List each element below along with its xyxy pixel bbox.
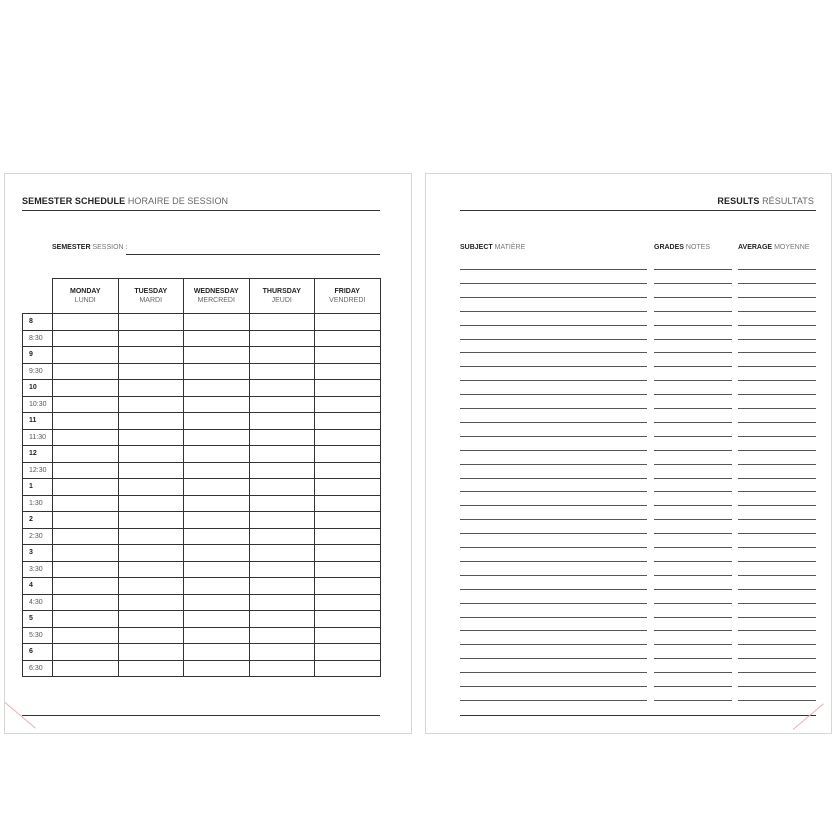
schedule-cell-wednesday[interactable] — [184, 578, 250, 595]
average-line[interactable] — [738, 464, 816, 465]
average-line[interactable] — [738, 505, 816, 506]
schedule-cell-monday[interactable] — [53, 660, 119, 677]
schedule-cell-friday[interactable] — [315, 413, 381, 430]
results-title — [717, 196, 814, 206]
grade-line[interactable] — [654, 408, 732, 409]
subject-line[interactable] — [460, 464, 647, 465]
schedule-page — [4, 173, 412, 734]
average-line[interactable] — [738, 630, 816, 631]
average-line[interactable] — [738, 478, 816, 479]
schedule-cell-monday[interactable] — [53, 594, 119, 611]
col-subject-en: SUBJECT — [460, 244, 493, 251]
average-line[interactable] — [738, 603, 816, 604]
schedule-cell-wednesday[interactable] — [184, 347, 250, 364]
time-label: 4:30 — [23, 594, 53, 611]
average-line[interactable] — [738, 366, 816, 367]
time-label: 2:30 — [23, 528, 53, 545]
col-grades-fr: NOTES — [685, 244, 711, 251]
schedule-cell-tuesday[interactable] — [118, 446, 184, 463]
average-line[interactable] — [738, 311, 816, 312]
schedule-cell-wednesday[interactable] — [184, 545, 250, 562]
average-line[interactable] — [738, 700, 816, 701]
time-row — [23, 512, 381, 529]
subject-line[interactable] — [460, 297, 647, 298]
schedule-cell-tuesday[interactable] — [118, 545, 184, 562]
subject-line[interactable] — [460, 644, 647, 645]
schedule-cell-tuesday[interactable] — [118, 627, 184, 644]
day-name-fr: LUNDI — [74, 297, 96, 304]
schedule-cell-tuesday[interactable] — [118, 594, 184, 611]
schedule-cell-tuesday[interactable] — [118, 330, 184, 347]
schedule-cell-friday[interactable] — [315, 611, 381, 628]
schedule-cell-wednesday[interactable] — [184, 462, 250, 479]
schedule-cell-thursday[interactable] — [249, 314, 315, 331]
time-row — [23, 611, 381, 628]
session-label-en: SEMESTER — [52, 244, 91, 251]
average-line[interactable] — [738, 644, 816, 645]
grade-line[interactable] — [654, 269, 732, 270]
schedule-cell-thursday[interactable] — [249, 413, 315, 430]
grade-line[interactable] — [654, 352, 732, 353]
schedule-cell-thursday[interactable] — [249, 611, 315, 628]
schedule-cell-monday[interactable] — [53, 347, 119, 364]
col-label-subject — [460, 244, 525, 251]
schedule-cell-wednesday[interactable] — [184, 528, 250, 545]
schedule-cell-tuesday[interactable] — [118, 314, 184, 331]
schedule-cell-thursday[interactable] — [249, 429, 315, 446]
schedule-cell-friday[interactable] — [315, 561, 381, 578]
time-row — [23, 479, 381, 496]
subject-line[interactable] — [460, 325, 647, 326]
grade-line[interactable] — [654, 617, 732, 618]
session-label-fr: SESSION : — [92, 244, 128, 251]
schedule-cell-friday[interactable] — [315, 446, 381, 463]
average-line[interactable] — [738, 519, 816, 520]
col-subject-fr: MATIÈRE — [494, 244, 526, 251]
subject-line[interactable] — [460, 519, 647, 520]
schedule-cell-friday[interactable] — [315, 545, 381, 562]
time-label: 3 — [23, 545, 53, 562]
schedule-cell-monday[interactable] — [53, 413, 119, 430]
grade-line[interactable] — [654, 547, 732, 548]
grade-line[interactable] — [654, 339, 732, 340]
grade-line[interactable] — [654, 478, 732, 479]
schedule-cell-friday[interactable] — [315, 528, 381, 545]
col-grades-en: GRADES — [654, 244, 684, 251]
time-label: 9:30 — [23, 363, 53, 380]
results-title-en: RESULTS — [717, 196, 760, 206]
schedule-cell-tuesday[interactable] — [118, 512, 184, 529]
grade-line[interactable] — [654, 603, 732, 604]
grade-line[interactable] — [654, 325, 732, 326]
time-label: 8:30 — [23, 330, 53, 347]
average-line[interactable] — [738, 297, 816, 298]
average-line[interactable] — [738, 422, 816, 423]
average-line[interactable] — [738, 436, 816, 437]
schedule-cell-wednesday[interactable] — [184, 413, 250, 430]
time-label: 1:30 — [23, 495, 53, 512]
average-line[interactable] — [738, 450, 816, 451]
schedule-cell-thursday[interactable] — [249, 660, 315, 677]
grade-line[interactable] — [654, 366, 732, 367]
day-name-en: FRIDAY — [334, 288, 360, 295]
time-row — [23, 380, 381, 397]
subject-line[interactable] — [460, 603, 647, 604]
results-page — [425, 173, 832, 734]
grade-line[interactable] — [654, 630, 732, 631]
day-name-fr: JEUDI — [271, 297, 292, 304]
average-line[interactable] — [738, 547, 816, 548]
schedule-cell-friday[interactable] — [315, 462, 381, 479]
grade-line[interactable] — [654, 561, 732, 562]
schedule-cell-thursday[interactable] — [249, 396, 315, 413]
average-line[interactable] — [738, 672, 816, 673]
grade-line[interactable] — [654, 658, 732, 659]
schedule-cell-wednesday[interactable] — [184, 561, 250, 578]
average-line[interactable] — [738, 394, 816, 395]
schedule-cell-thursday[interactable] — [249, 644, 315, 661]
day-header-monday — [53, 279, 119, 314]
subject-line[interactable] — [460, 575, 647, 576]
time-label: 3:30 — [23, 561, 53, 578]
grade-line[interactable] — [654, 311, 732, 312]
schedule-cell-monday[interactable] — [53, 462, 119, 479]
subject-line[interactable] — [460, 672, 647, 673]
time-row — [23, 330, 381, 347]
subject-line[interactable] — [460, 394, 647, 395]
average-line[interactable] — [738, 491, 816, 492]
schedule-cell-monday[interactable] — [53, 446, 119, 463]
average-line[interactable] — [738, 658, 816, 659]
col-label-grades — [654, 244, 710, 251]
day-header-tuesday — [118, 279, 184, 314]
subject-line[interactable] — [460, 283, 647, 284]
time-row — [23, 578, 381, 595]
schedule-cell-monday[interactable] — [53, 330, 119, 347]
schedule-cell-thursday[interactable] — [249, 446, 315, 463]
schedule-cell-monday[interactable] — [53, 380, 119, 397]
time-row — [23, 396, 381, 413]
schedule-cell-monday[interactable] — [53, 429, 119, 446]
schedule-cell-friday[interactable] — [315, 512, 381, 529]
schedule-cell-thursday[interactable] — [249, 380, 315, 397]
schedule-cell-tuesday[interactable] — [118, 561, 184, 578]
grade-line[interactable] — [654, 505, 732, 506]
subject-line[interactable] — [460, 505, 647, 506]
schedule-cell-friday[interactable] — [315, 330, 381, 347]
day-name-en: TUESDAY — [134, 288, 168, 295]
time-row — [23, 413, 381, 430]
time-label: 11 — [23, 413, 53, 430]
schedule-cell-monday[interactable] — [53, 314, 119, 331]
schedule-cell-tuesday[interactable] — [118, 380, 184, 397]
schedule-cell-monday[interactable] — [53, 528, 119, 545]
schedule-cell-wednesday[interactable] — [184, 512, 250, 529]
subject-line[interactable] — [460, 366, 647, 367]
time-label: 5:30 — [23, 627, 53, 644]
schedule-cell-wednesday[interactable] — [184, 380, 250, 397]
schedule-cell-wednesday[interactable] — [184, 495, 250, 512]
page-fold-mark-right — [793, 703, 824, 729]
schedule-cell-monday[interactable] — [53, 644, 119, 661]
day-name-fr: VENDREDI — [329, 297, 366, 304]
schedule-cell-monday[interactable] — [53, 479, 119, 496]
schedule-cell-thursday[interactable] — [249, 561, 315, 578]
time-row — [23, 660, 381, 677]
subject-line[interactable] — [460, 617, 647, 618]
average-line[interactable] — [738, 325, 816, 326]
schedule-cell-thursday[interactable] — [249, 462, 315, 479]
subject-line[interactable] — [460, 478, 647, 479]
schedule-cell-monday[interactable] — [53, 627, 119, 644]
subject-line[interactable] — [460, 491, 647, 492]
results-title-fr: RÉSULTATS — [762, 196, 814, 206]
grade-line[interactable] — [654, 672, 732, 673]
time-label: 8 — [23, 314, 53, 331]
time-row — [23, 429, 381, 446]
average-line[interactable] — [738, 589, 816, 590]
average-line[interactable] — [738, 352, 816, 353]
subject-line[interactable] — [460, 547, 647, 548]
schedule-cell-tuesday[interactable] — [118, 413, 184, 430]
schedule-cell-wednesday[interactable] — [184, 396, 250, 413]
subject-line[interactable] — [460, 352, 647, 353]
time-row — [23, 594, 381, 611]
subject-line[interactable] — [460, 311, 647, 312]
schedule-cell-wednesday[interactable] — [184, 611, 250, 628]
day-name-en: MONDAY — [70, 288, 101, 295]
schedule-cell-monday[interactable] — [53, 396, 119, 413]
average-line[interactable] — [738, 533, 816, 534]
time-label: 6:30 — [23, 660, 53, 677]
time-row — [23, 363, 381, 380]
subject-line[interactable] — [460, 658, 647, 659]
schedule-cell-thursday[interactable] — [249, 512, 315, 529]
subject-line[interactable] — [460, 408, 647, 409]
subject-line[interactable] — [460, 561, 647, 562]
subject-line[interactable] — [460, 630, 647, 631]
grade-line[interactable] — [654, 519, 732, 520]
time-row — [23, 561, 381, 578]
time-row — [23, 314, 381, 331]
grade-line[interactable] — [654, 464, 732, 465]
schedule-cell-monday[interactable] — [53, 545, 119, 562]
time-row — [23, 627, 381, 644]
schedule-cell-wednesday[interactable] — [184, 594, 250, 611]
schedule-cell-wednesday[interactable] — [184, 446, 250, 463]
schedule-cell-tuesday[interactable] — [118, 578, 184, 595]
col-average-en: AVERAGE — [738, 244, 773, 251]
schedule-cell-monday[interactable] — [53, 561, 119, 578]
day-header-wednesday — [184, 279, 250, 314]
col-label-average — [738, 244, 809, 251]
time-label: 11:30 — [23, 429, 53, 446]
time-label: 9 — [23, 347, 53, 364]
schedule-cell-friday[interactable] — [315, 578, 381, 595]
schedule-title-en: SEMESTER SCHEDULE — [22, 196, 126, 206]
time-label: 5 — [23, 611, 53, 628]
time-row — [23, 446, 381, 463]
schedule-cell-tuesday[interactable] — [118, 528, 184, 545]
schedule-cell-wednesday[interactable] — [184, 479, 250, 496]
schedule-cell-tuesday[interactable] — [118, 644, 184, 661]
schedule-cell-friday[interactable] — [315, 594, 381, 611]
day-name-fr: MARDI — [139, 297, 163, 304]
schedule-cell-wednesday[interactable] — [184, 363, 250, 380]
schedule-cell-friday[interactable] — [315, 363, 381, 380]
schedule-cell-monday[interactable] — [53, 578, 119, 595]
subject-line[interactable] — [460, 589, 647, 590]
schedule-cell-tuesday[interactable] — [118, 347, 184, 364]
grade-line[interactable] — [654, 686, 732, 687]
average-line[interactable] — [738, 283, 816, 284]
average-line[interactable] — [738, 408, 816, 409]
day-name-fr: MERCREDI — [197, 297, 235, 304]
time-label: 6 — [23, 644, 53, 661]
average-line[interactable] — [738, 339, 816, 340]
subject-line[interactable] — [460, 450, 647, 451]
schedule-cell-friday[interactable] — [315, 429, 381, 446]
time-row — [23, 495, 381, 512]
schedule-cell-thursday[interactable] — [249, 578, 315, 595]
time-row — [23, 644, 381, 661]
schedule-cell-friday[interactable] — [315, 396, 381, 413]
schedule-cell-tuesday[interactable] — [118, 479, 184, 496]
average-line[interactable] — [738, 617, 816, 618]
schedule-cell-wednesday[interactable] — [184, 429, 250, 446]
time-row — [23, 347, 381, 364]
schedule-cell-tuesday[interactable] — [118, 396, 184, 413]
time-label: 10 — [23, 380, 53, 397]
time-label: 4 — [23, 578, 53, 595]
time-label: 12:30 — [23, 462, 53, 479]
time-row — [23, 528, 381, 545]
schedule-cell-tuesday[interactable] — [118, 363, 184, 380]
schedule-cell-monday[interactable] — [53, 495, 119, 512]
col-average-fr: MOYENNE — [774, 244, 810, 251]
schedule-cell-wednesday[interactable] — [184, 660, 250, 677]
day-name-en: THURSDAY — [262, 288, 301, 295]
schedule-cell-thursday[interactable] — [249, 330, 315, 347]
schedule-cell-tuesday[interactable] — [118, 660, 184, 677]
bottom-rule — [22, 715, 380, 716]
time-row — [23, 462, 381, 479]
schedule-cell-monday[interactable] — [53, 512, 119, 529]
grade-line[interactable] — [654, 422, 732, 423]
time-label: 1 — [23, 479, 53, 496]
time-label: 2 — [23, 512, 53, 529]
day-header-thursday — [249, 279, 315, 314]
grade-line[interactable] — [654, 297, 732, 298]
subject-line[interactable] — [460, 700, 647, 701]
subject-line[interactable] — [460, 686, 647, 687]
subject-line[interactable] — [460, 339, 647, 340]
subject-line[interactable] — [460, 436, 647, 437]
average-line[interactable] — [738, 380, 816, 381]
results-bottom-rule — [460, 715, 816, 716]
schedule-cell-wednesday[interactable] — [184, 644, 250, 661]
schedule-cell-thursday[interactable] — [249, 627, 315, 644]
schedule-cell-thursday[interactable] — [249, 495, 315, 512]
schedule-table — [22, 278, 381, 677]
subject-line[interactable] — [460, 533, 647, 534]
results-title-rule — [460, 210, 816, 211]
schedule-title-fr: HORAIRE DE SESSION — [127, 196, 229, 206]
schedule-cell-friday[interactable] — [315, 314, 381, 331]
schedule-cell-monday[interactable] — [53, 611, 119, 628]
grade-line[interactable] — [654, 394, 732, 395]
schedule-cell-friday[interactable] — [315, 644, 381, 661]
grade-line[interactable] — [654, 589, 732, 590]
grade-line[interactable] — [654, 533, 732, 534]
schedule-cell-thursday[interactable] — [249, 528, 315, 545]
schedule-cell-thursday[interactable] — [249, 594, 315, 611]
title-rule — [22, 210, 380, 211]
session-input-line[interactable] — [126, 254, 380, 255]
schedule-cell-thursday[interactable] — [249, 479, 315, 496]
corner-cell — [23, 279, 53, 314]
schedule-cell-friday[interactable] — [315, 380, 381, 397]
day-header-friday — [315, 279, 381, 314]
grade-line[interactable] — [654, 700, 732, 701]
schedule-cell-friday[interactable] — [315, 660, 381, 677]
grade-line[interactable] — [654, 644, 732, 645]
schedule-cell-wednesday[interactable] — [184, 330, 250, 347]
schedule-cell-tuesday[interactable] — [118, 429, 184, 446]
grade-line[interactable] — [654, 436, 732, 437]
schedule-cell-monday[interactable] — [53, 363, 119, 380]
time-row — [23, 545, 381, 562]
average-line[interactable] — [738, 575, 816, 576]
average-line[interactable] — [738, 561, 816, 562]
grade-line[interactable] — [654, 380, 732, 381]
schedule-cell-thursday[interactable] — [249, 347, 315, 364]
day-name-en: WEDNESDAY — [193, 288, 239, 295]
schedule-title — [22, 196, 228, 206]
average-line[interactable] — [738, 269, 816, 270]
schedule-cell-tuesday[interactable] — [118, 611, 184, 628]
schedule-cell-friday[interactable] — [315, 347, 381, 364]
average-line[interactable] — [738, 686, 816, 687]
grade-line[interactable] — [654, 491, 732, 492]
schedule-cell-tuesday[interactable] — [118, 462, 184, 479]
grade-line[interactable] — [654, 283, 732, 284]
schedule-cell-wednesday[interactable] — [184, 627, 250, 644]
schedule-cell-friday[interactable] — [315, 479, 381, 496]
subject-line[interactable] — [460, 380, 647, 381]
time-label: 10:30 — [23, 396, 53, 413]
schedule-cell-tuesday[interactable] — [118, 495, 184, 512]
schedule-cell-thursday[interactable] — [249, 545, 315, 562]
schedule-cell-friday[interactable] — [315, 627, 381, 644]
schedule-cell-friday[interactable] — [315, 495, 381, 512]
session-label — [52, 244, 127, 251]
schedule-cell-wednesday[interactable] — [184, 314, 250, 331]
time-label: 12 — [23, 446, 53, 463]
schedule-cell-thursday[interactable] — [249, 363, 315, 380]
subject-line[interactable] — [460, 269, 647, 270]
subject-line[interactable] — [460, 422, 647, 423]
grade-line[interactable] — [654, 450, 732, 451]
grade-line[interactable] — [654, 575, 732, 576]
